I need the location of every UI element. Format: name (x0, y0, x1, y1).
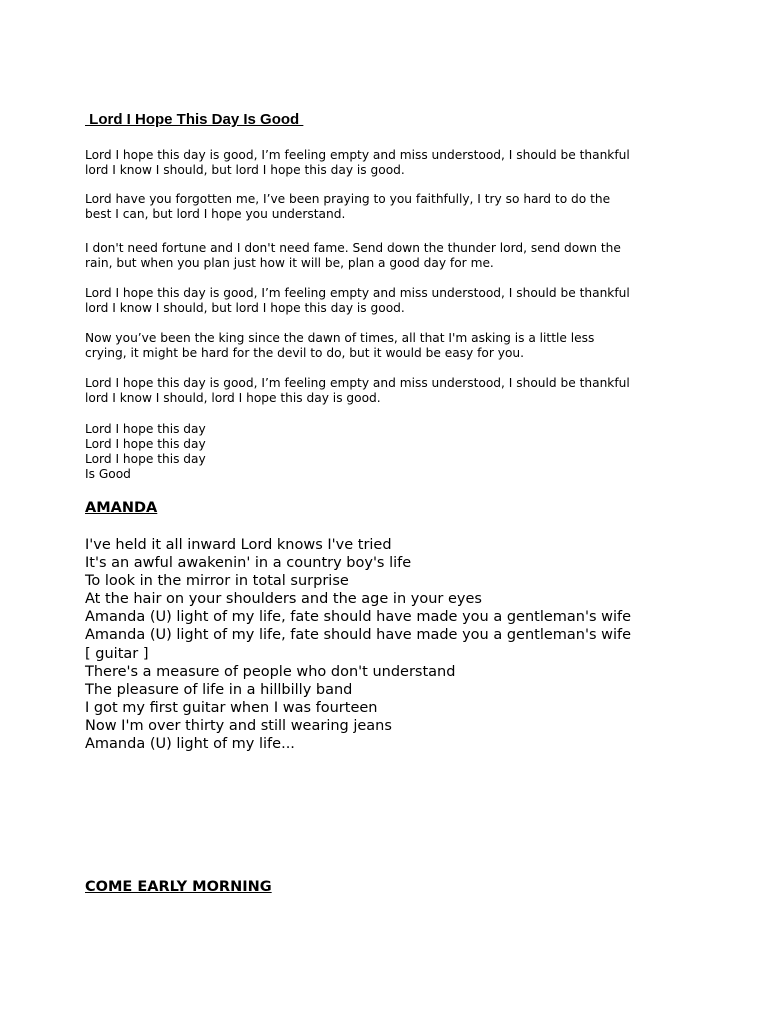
lyric-paragraph-refrain (85, 422, 685, 482)
lyric-line: At the hair on your shoulders and the age in your eyes (85, 591, 482, 608)
lyric-line: Lord I hope this day (85, 452, 206, 466)
lyric-line: [ guitar ] (85, 645, 149, 662)
lyric-line: Lord I hope this day (85, 437, 206, 451)
lyric-line: lord I know I should, lord I hope this day is good. (85, 391, 381, 405)
song-title-come-early-morning: COME EARLY MORNING (85, 879, 272, 895)
lyric-line: I've held it all inward Lord knows I've tried (85, 537, 392, 553)
lyric-line: Now you’ve been the king since the dawn of times, all that I'm asking is a little less (85, 331, 595, 345)
lyric-line: Lord have you forgotten me, I’ve been praying to you faithfully, I try so hard to do the (85, 192, 611, 206)
lyric-line: best I can, but lord I hope you understand. (85, 207, 346, 221)
lyric-line: I got my first guitar when I was fourteen (85, 699, 378, 716)
lyric-line: Amanda (U) light of my life... (85, 736, 295, 753)
lyric-line: The pleasure of life in a hillbilly band (85, 681, 353, 698)
lyric-line: Lord I hope this day is good, I’m feeling empty and miss understood, I should be thankful (85, 148, 630, 162)
lyric-line: Lord I hope this day (85, 422, 206, 436)
lyric-line: I don't need fortune and I don't need fame. Send down the thunder lord, send down the (85, 241, 621, 255)
lyric-paragraph (85, 241, 685, 271)
lyric-line: lord I know I should, but lord I hope this day is good. (85, 163, 405, 177)
lyric-line: Amanda (U) light of my life, fate should have made you a gentleman's wife (85, 627, 632, 644)
lyric-line: rain, but when you plan just how it will be, plan a good day for me. (85, 256, 494, 270)
song-title-amanda: AMANDA (85, 500, 158, 516)
lyric-line: crying, it might be hard for the devil to do, but it would be easy for you. (85, 346, 524, 360)
lyric-line: lord I know I should, but lord I hope this day is good. (85, 301, 405, 315)
lyric-line: It's an awful awakenin' in a country boy's life (85, 555, 412, 572)
lyric-paragraph (85, 331, 685, 361)
lyric-line: Now I'm over thirty and still wearing jeans (85, 717, 392, 734)
lyric-line: To look in the mirror in total surprise (85, 573, 349, 590)
lyric-line: Amanda (U) light of my life, fate should have made you a gentleman's wife (85, 609, 632, 626)
lyric-paragraph (85, 376, 685, 406)
lyric-line: Is Good (85, 467, 131, 481)
song-title-lord-i-hope: Lord I Hope This Day Is Good (85, 111, 304, 128)
lyric-paragraph (85, 286, 685, 316)
lyric-line: There's a measure of people who don't understand (85, 663, 456, 680)
lyric-paragraph (85, 192, 685, 222)
lyric-line: Lord I hope this day is good, I’m feeling empty and miss understood, I should be thankful (85, 376, 630, 390)
lyric-line: Lord I hope this day is good, I’m feeling empty and miss understood, I should be thankful (85, 286, 630, 300)
amanda-lyrics (85, 536, 631, 753)
lyric-paragraph (85, 148, 685, 178)
